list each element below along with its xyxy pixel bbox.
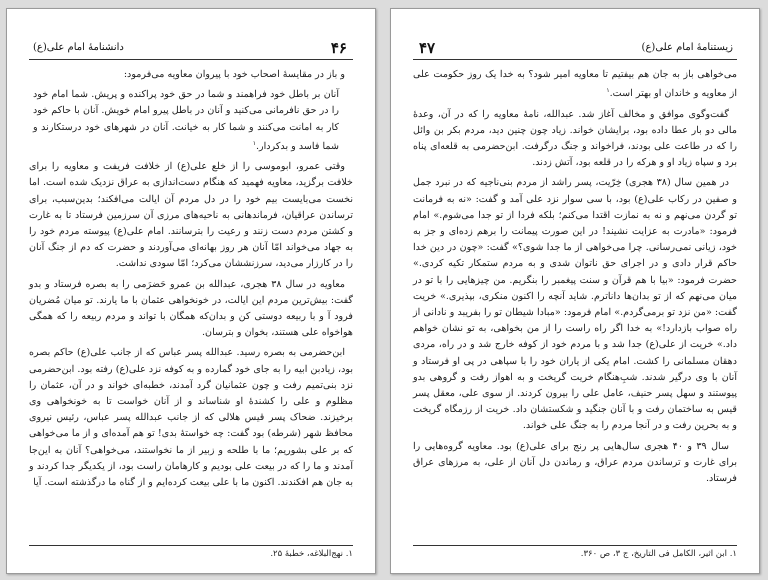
paragraph: گفت‌وگوی موافق و مخالف آغاز شد. عبدالله، نامهٔ معاویه را که در آن، وعدهٔ مالی دو بار عطا داده بود، برایشان خواند. زیاد چون چنین دید، مردم بکر بن وائل را که در طاعت علی بودند، فراخواند و جنگ درگرفت. ابن‌حضرمی به قلعه‌ای پناه برد و سپاه زیاد او و هرکه را در قلعه بود، آتش زدند. <box>413 108 737 169</box>
paragraph: وقتی عمرو، ابوموسی را از خلع علی(ع) از خلافت فریفت و معاویه را برای خلافت برگزید، معاویه فهمید که هنگام دست‌اندازی به عراق نزدیک شده است. اما نخست می‌بایست بیم خود را در دل مردم آن ایالت می‌افکند؛ بدین‌سبب، برای ترساندن عراقیان، فرماندهانی به ناحیه‌های مرزی آن سرزمین فرستاد تا به غارت و کشتن مردم دست زنند و رعیت را بترسانند. امام علی(ع) پیوسته مردم خود را به جهاد می‌خواند امّا آنان هر روز بهانه‌ای می‌آوردند و حضرت که دم از جنگ آنان را در کارزار می‌دید، سرزنششان می‌کرد؛ امّا سودی نداشت. <box>29 161 353 270</box>
left-page-number: ۴۶ <box>330 39 347 57</box>
left-running-title: دانشنامهٔ امام علی(ع) <box>33 42 124 53</box>
paragraph: و باز در مقایسهٔ اصحاب خود با پیروان معاویه می‌فرمود: <box>123 69 345 80</box>
paragraph: ابن‌حضرمی به بصره رسید. عبدالله پسر عباس که از جانب علی(ع) حاکم بصره بود، زیادبن ابیه را به جای خود گمارده و به کوفه نزد علی(ع) رفته بود. ابن‌حضرمی نزد بنی‌تمیم رفت و چون عثمانیان گرد آمدند، خطبه‌ای خواند و در آن، عثمان را مظلوم و علی را کشندهٔ او شناساند و از آنان خواست تا به خونخواهی وی برخیزند. ضحاک پسر قیس هلالی که از جانب عبدالله پسر عباس، رئیس نیروی محافظ شهر (شرطه) بود گفت: چه خواستهٔ بدی! تو هم آمده‌ای و از ما می‌خواهی که بر علی بشوریم؛ ما با طلحه و زبیر از ما نخواستند، می‌خواهی؟ آنان به این‌جا آمدند و ما را که در بیعت علی بودیم و کارهامان راست بود، از یکدیگر جدا کردند و به جان هم افکندند. اکنون ما با علی بیعت کرده‌ایم و از گناه ما درگذشته است. آیا <box>29 347 353 489</box>
right-page <box>390 8 760 574</box>
quote-paragraph: آنان بر باطل خود فراهمند و شما در حق خود پراکنده و پریش. شما امام خود را در حق نافرمانی می‌کنید و آنان در باطل پیرو امام خویش. آنان با حاکم خود کار به امانت می‌کنند و شما کار به خیانت. آنان در شهرهای خود درستکارند و شما فاسد و بدکردار.$^۱$ <box>33 89 339 152</box>
paragraph: معاویه در سال ۳۸ هجری، عبدالله بن عمرو حَضرَمی را به بصره فرستاد و بدو گفت: بیش‌ترین مردم این ایالت، در خونخواهی عثمان با ما یارند. تو میان مُضریان فرود آ و با ربیعه دوستی کن و بدان‌که همگان با تواند و مردم ربیعه را که همگی هواخواه علی هستند، بخوان و بترسان. <box>29 278 353 339</box>
right-footnote: ۱. ابن اثیر، الکامل فی التاریخ، ج ۳، ص ۳۶۰. <box>413 545 737 559</box>
right-page-header <box>413 39 737 60</box>
right-page-number: ۴۷ <box>419 39 436 57</box>
left-page <box>6 8 376 574</box>
paragraph: می‌خواهی باز به جان هم بیفتیم تا معاویه امیر شود؟ به خدا یک روز حکومت علی از معاویه و خاندان او بهتر است.$^۱$ <box>413 69 737 100</box>
left-footnote: ۱. نهج‌البلاغه، خطبهٔ ۲۵. <box>29 545 353 559</box>
right-running-title: زیستنامهٔ امام علی(ع) <box>641 42 733 53</box>
right-page-body <box>413 67 737 491</box>
paragraph: در همین سال (۳۸ هجری) خِرّیت، پسر راشد از مردم بنی‌ناجیه که در نبرد جمل و صفین در رکاب علی(ع) بود، با سی سوار نزد علی آمد و گفت: «نه به فرمانت تو گردن می‌نهم و نه به نمازت اقتدا می‌کنم؛ بلکه فردا از تو جدا می‌شوم.» امام فرمود: «مادرت به عزایت نشیند! در این صورت پیمانت را برهم زده‌ای و جز به خود، زیانی نمی‌رسانی. چرا می‌خواهی از ما جدا شوی؟» گفت: «چون در دین خدا حاکم قرار دادی و در اجرای حق ناتوان شدی و به مردم ستمکار تکیه کردی.» حضرت فرمود: «بیا با هم قرآن و سنت پیغمبر را بنگریم. من چیزهایی را با تو در میان می‌نهم که از تو بدان‌ها داناترم. شاید آنچه را اکنون منکری، بپذیری.» خریت گفت: «من نزد تو برمی‌گردم.» امام فرمود: «مبادا شیطان تو را بفریبد و نادانی از راه صواب بازدارد!» به خدا اگر راه راست را از من بخواهی، به تو نشان خواهم داد.» خریت از علی(ع) جدا شد و با مردم خود از کوفه خارج شد و در راه، مردی دهقان مسلمانی را کشت. امام یکی از یاران خود را با سپاهی در پی او فرستاد و آنان با وی درگیر شدند. شبِ‌هنگام خریت گریخت و به اهواز رفت و گروهی بدو پیوستند و سهل پسر حنیف، عامل علی را بیرون کردند. از سوی علی، معقل پسر قیس به ساختمان رفت و با آنان جنگید و شکستشان داد. خریت از رزمگاه گریخت و به بحرین رفت و در آنجا مردم را به جنگ علی خواند. <box>413 177 737 432</box>
left-page-header <box>29 39 353 60</box>
paragraph: سال ۳۹ و ۴۰ هجری سال‌هایی پر رنج برای علی(ع) بود. معاویه گروه‌هایی را برای غارت و ترساندن مردم عراق، و رماندن دل آنان از علی، به مرزهای عراق فرستاد. <box>413 440 737 485</box>
left-page-body <box>29 67 353 495</box>
